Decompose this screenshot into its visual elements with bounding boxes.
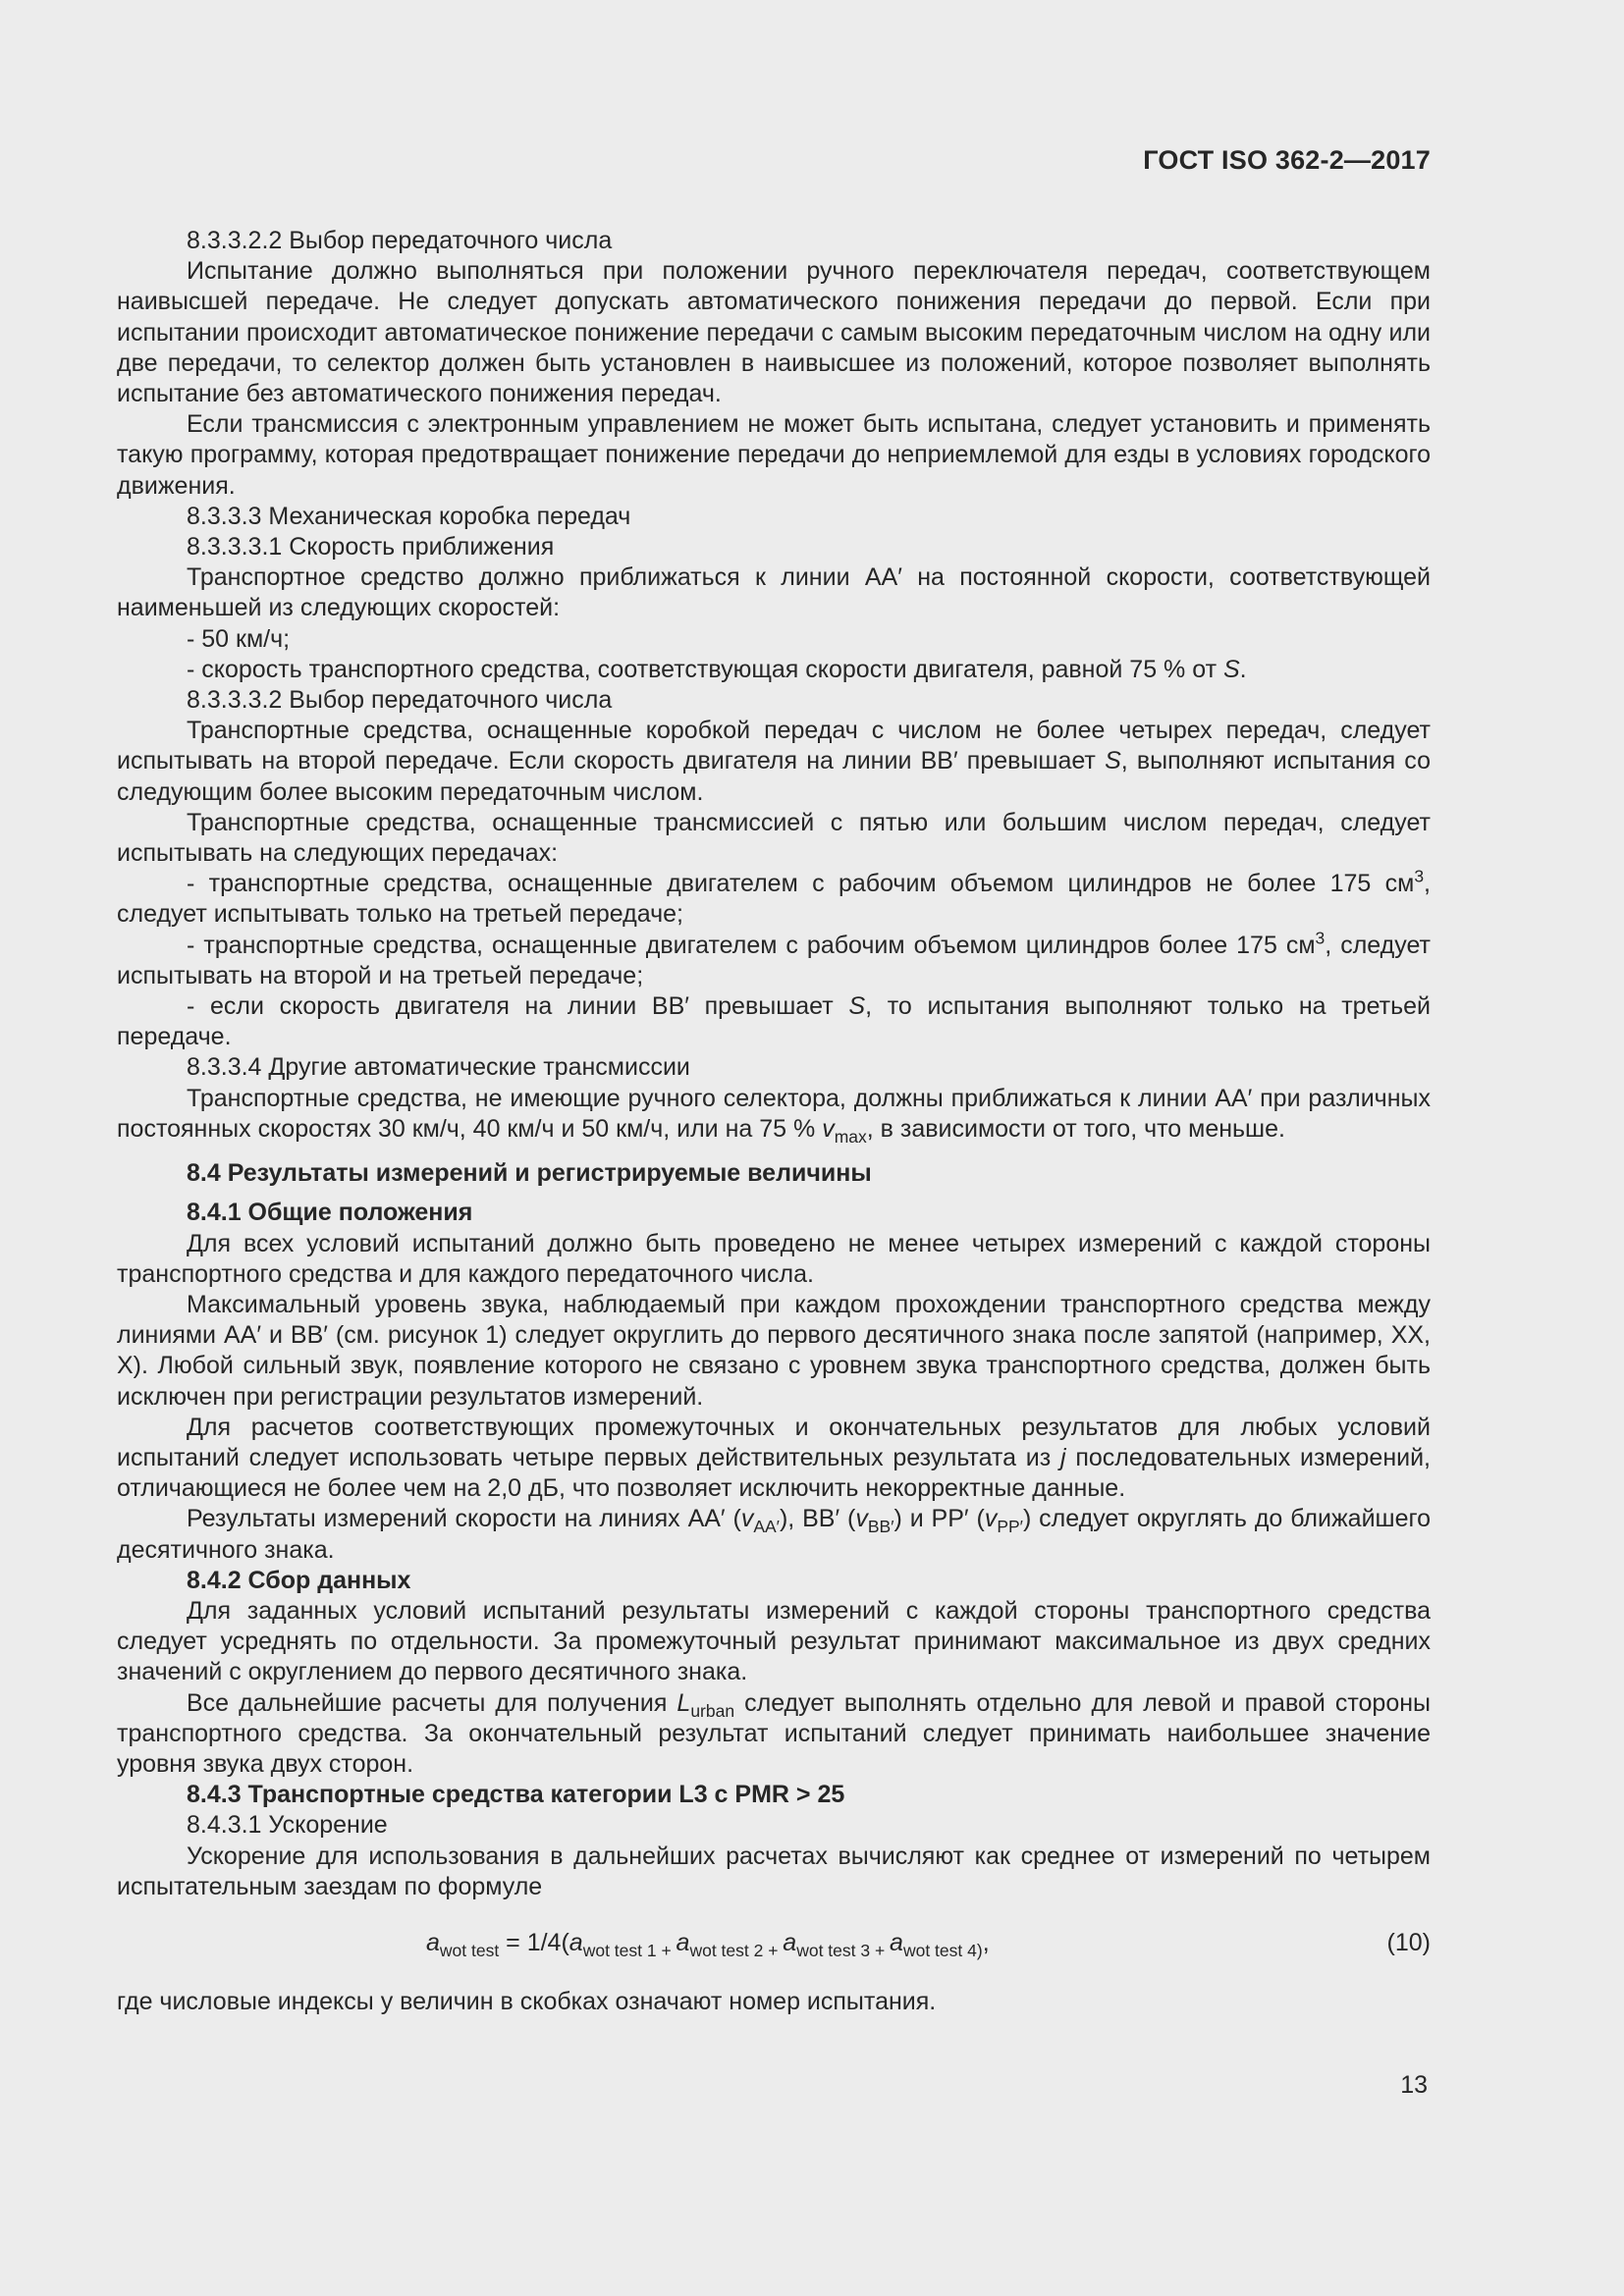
list-item: - транспортные средства, оснащенные двигателем с рабочим объемом цилиндров более 175 $см^3$, следует испытывать на второй и на третьей передаче;: [117, 928, 1431, 989]
paragraph: Испытание должно выполняться при положении ручного переключателя передач, соответствующем наивысшей передаче. Не следует допускать автоматического понижения передачи до первой. Если при испытании происходит автоматическое понижение передачи с самым высоким передаточным числом на одну или две передачи, то селектор должен быть установлен в наивысшее из положений, которое позволяет выполнять испытание без автоматического понижения передач.: [117, 257, 1431, 408]
paragraph: Транспортные средства, оснащенные трансмиссией с пятью или большим числом передач, следует испытывать на следующих передачах:: [117, 808, 1431, 868]
section-heading-8-3-3-2-2: 8.3.3.2.2 Выбор передаточного числа: [187, 227, 613, 254]
document-body: [117, 226, 1431, 2017]
list-item: - если скорость двигателя на линии BB′ превышает S, то испытания выполняют только на третьей передаче.: [117, 992, 1432, 1051]
section-heading-8-3-3-3-2: 8.3.3.3.2 Выбор передаточного числа: [187, 686, 613, 715]
section-heading-8-4-2: 8.4.2 Сбор данных: [187, 1566, 411, 1594]
paragraph: Все дальнейшие расчеты для получения $L_{urban}$ следует выполнять отдельно для левой и правой стороны транспортного средства. За окончательный результат испытаний следует принимать наибольшее значение уровня звука двух сторон.: [117, 1688, 1431, 1778]
paragraph: Транспортные средства, оснащенные коробкой передач с числом не более четырех передач, следует испытывать на второй передаче. Если скорость двигателя на линии BB′ превышает S, выполняют испытания со следующим более высоким передаточным числом.: [117, 717, 1431, 806]
section-heading-8-3-3-4: 8.3.3.4 Другие автоматические трансмиссии: [187, 1053, 690, 1082]
page-number: 13: [1400, 2071, 1428, 2099]
paragraph: Транспортное средство должно приближаться к линии АА′ на постоянной скорости, соответствующей наименьшей из следующих скоростей:: [117, 563, 1431, 622]
list-item: - скорость транспортного средства, соответствующая скорости двигателя, равной 75 % от S.: [187, 655, 1247, 683]
document-code-header: ГОСТ ISO 362-2—2017: [1143, 145, 1431, 175]
paragraph: Максимальный уровень звука, наблюдаемый при каждом прохождении транспортного средства между линиями АА′ и BB′ (см. рисунок 1) следует округлить до первого десятичного знака после запятой (например, XX, X). Любой сильный звук, появление которого не связано с уровнем звука транспортного средства, должен быть исключен при регистрации результатов измерений.: [117, 1290, 1431, 1411]
paragraph: Для заданных условий испытаний результаты измерений с каждой стороны транспортного средства следует усреднять по отдельности. За промежуточный результат принимают максимальное из двух средних значений с округлением до первого десятичного знака.: [117, 1596, 1431, 1686]
paragraph: где числовые индексы у величин в скобках означают номер испытания.: [117, 1987, 937, 2015]
paragraph: Ускорение для использования в дальнейших расчетах вычисляют как среднее от измерений по четырем испытательным заездам по формуле: [117, 1842, 1431, 1900]
paragraph: Если трансмиссия с электронным управлением не может быть испытана, следует установить и применять такую программу, которая предотвращает понижение передачи до неприемлемой для езды в условиях городского движения.: [117, 410, 1431, 500]
section-heading-8-4-3: 8.4.3 Транспортные средства категории L3 с PMR > 25: [187, 1781, 845, 1809]
formula-expression: $a_{wot test} = 1/4(a_{wot test 1 +}$ $a_{wot test 2 +}$ $a_{wot test 3 +}$ $a_{wot test 4)}$,: [426, 1928, 990, 1960]
section-heading-8-3-3-3-1: 8.3.3.3.1 Скорость приближения: [187, 533, 555, 561]
section-heading-8-4: 8.4 Результаты измерений и регистрируемые величины: [187, 1159, 872, 1188]
list-item: - 50 км/ч;: [187, 624, 291, 653]
paragraph: Для всех условий испытаний должно быть проведено не менее четырех измерений с каждой стороны транспортного средства и для каждого передаточного числа.: [117, 1229, 1431, 1288]
list-item: - транспортные средства, оснащенные двигателем с рабочим объемом цилиндров не более 175 $см^3$, следует испытывать только на третьей передаче;: [117, 866, 1431, 929]
formula-10: [117, 1914, 1431, 1975]
paragraph: Транспортные средства, не имеющие ручного селектора, должны приближаться к линии АА′ при различных постоянных скоростях 30 км/ч, 40 км/ч и 50 км/ч, или на 75 % $v_{max}$, в зависимости от того, что меньше.: [117, 1084, 1431, 1147]
paragraph: Результаты измерений скорости на линиях АА′ $(v_{AA'})$, BB′ $(v_{BB'})$ и PP′ $(v_{PP'})$ следует округлять до ближайшего десятичного знака.: [117, 1505, 1431, 1564]
section-heading-8-4-1: 8.4.1 Общие положения: [187, 1199, 473, 1227]
section-heading-8-3-3-3: 8.3.3.3 Механическая коробка передач: [187, 502, 631, 530]
formula-number: (10): [1386, 1928, 1431, 1956]
paragraph: Для расчетов соответствующих промежуточных и окончательных результатов для любых условий испытаний следует использовать четыре первых действительных результата из j последовательных измерений, отличающиеся не более чем на 2,0 дБ, что позволяет исключить некорректные данные.: [117, 1413, 1431, 1503]
section-heading-8-4-3-1: 8.4.3.1 Ускорение: [187, 1811, 388, 1840]
